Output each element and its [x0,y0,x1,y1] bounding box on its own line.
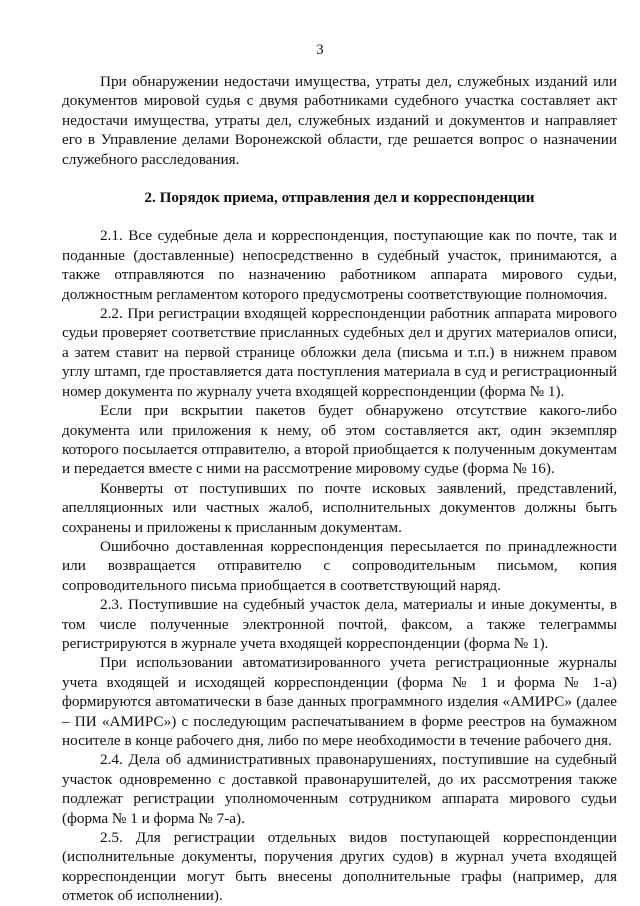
paragraph-misdelivered: Ошибочно доставленная корреспонденция пересылается по принадлежности или возвращается отправителю с сопроводительным письмом, копия сопроводительного письма приобщается в соответствующий наряд. [62,537,617,594]
paragraph-2-2: 2.2. При регистрации входящей корреспонденции работник аппарата мирового судьи проверяет соответствие присланных судебных дел и других материалов описи, а затем ставит на первой странице обложки дела (письма и т.п.) в нижнем правом углу штамп, где проставляется дата поступления материала в суд и регистрационный номер документа по журналу учета входящей корреспонденции (форма № 1). [62,305,617,400]
paragraph-envelopes: Конверты от поступивших по почте исковых заявлений, представлений, апелляционных или частных жалоб, исполнительных документов должны быть сохранены и приложены к присланным документам. [62,479,617,536]
paragraph-missing-documents: Если при вскрытии пакетов будет обнаружено отсутствие какого-либо документа или приложения к нему, об этом составляется акт, один экземпляр которого посылается отправителю, а второй приобщается к полученным документам и передается вместе с ними на рассмотрение мировому судье (форма № 16). [62,402,617,478]
page-number: 3 [316,42,324,58]
paragraph-2-3: 2.3. Поступившие на судебный участок дела, материалы и иные документы, в том числе полученные электронной почтой, факсом, а также телеграммы регистрируются в журнале учета входящей корреспонденции (форма № 1). [62,596,617,652]
paragraph-automated-accounting: При использовании автоматизированного учета регистрационные журналы учета входящей и исходящей корреспонденции (форма № 1 и форма № 1-а) формируются автоматически в базе данных программного изделия «АМИРС» (далее – ПИ «АМИРС») с последующим распечатыванием в форме реестров на бумажном носителе в конце рабочего дня, либо по мере необходимости в течение рабочего дня. [62,654,617,749]
intro-paragraph: При обнаружении недостачи имущества, утраты дел, служебных изданий или документов мировой судья с двумя работниками судебного участка составляет акт недостачи имущества, утраты дел, служебных изданий и документов и направляет его в Управление делами Воронежской области, где решается вопрос о назначении служебного расследования. [62,73,617,168]
paragraph-2-1: 2.1. Все судебные дела и корреспонденция, поступающие как по почте, так и поданные (доставленные) непосредственно в судебный участок, принимаются, а также отправляются по назначению работником аппарата мирового судьи, должностным регламентом которого предусмотрены соответствующие полномочия. [62,227,617,303]
paragraph-2-5: 2.5. Для регистрации отдельных видов поступающей корреспонденции (исполнительные документы, поручения других судов) в журнал учета входящей корреспонденции могут быть внесены дополнительные графы (например, для отметок об исполнении). [62,829,617,905]
paragraph-2-4: 2.4. Дела об административных правонарушениях, поступившие на судебный участок одновременно с доставкой правонарушителей, до их рассмотрения также подлежат регистрации уполномоченным сотрудником аппарата мирового судьи (форма № 1 и форма № 7-а). [62,751,617,827]
section-heading: 2. Порядок приема, отправления дел и корреспонденции [144,189,535,207]
document-body [62,72,617,906]
